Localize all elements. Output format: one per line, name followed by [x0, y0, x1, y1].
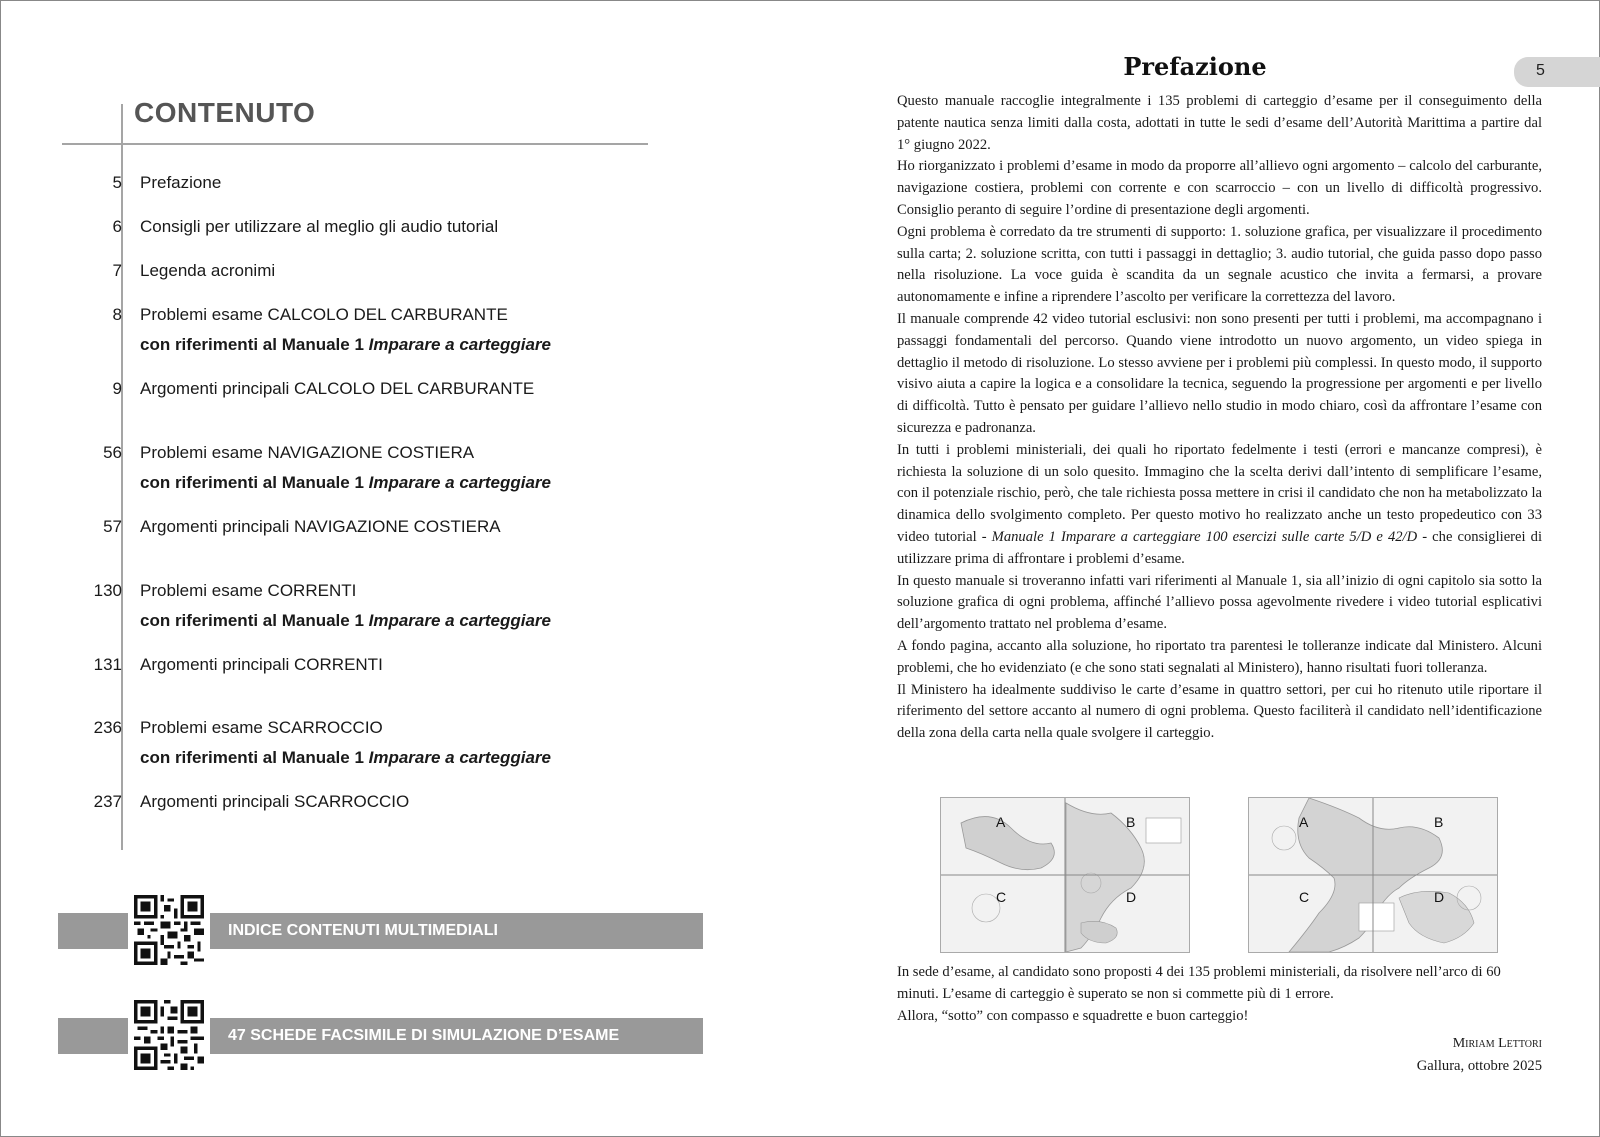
toc-entry-text: Problemi esame CALCOLO DEL CARBURANTE [140, 305, 508, 324]
qr-code-icon[interactable] [128, 997, 210, 1073]
toc-page-number: 57 [103, 517, 122, 536]
toc-entry-text: Legenda acronimi [140, 261, 276, 280]
toc-page-number: 236 [93, 718, 122, 737]
sector-label-d: D [1434, 889, 1445, 905]
toc-entry-text: Problemi esame SCARROCCIO [140, 718, 383, 737]
page-number-badge [1514, 57, 1600, 87]
toc-page-number: 8 [112, 305, 122, 324]
exam-sheets-label[interactable]: 47 SCHEDE FACSIMILE DI SIMULAZIONE D’ESAME [228, 1027, 620, 1044]
preface-paragraph: In sede d’esame, al candidato sono proposti 4 dei 135 problemi ministeriali, da risolvere nell’arco di 60 minuti. L’esame di carteggio è superato se non si commette più di 1 errore. [897, 964, 1501, 1002]
qr-code-icon[interactable] [128, 892, 210, 968]
sector-label-c: C [996, 889, 1007, 905]
toc-vertical-rule [121, 104, 123, 850]
toc-entry-text: Argomenti principali SCARROCCIO [140, 792, 410, 811]
sector-label-a: A [1299, 814, 1309, 830]
toc-page-number: 131 [93, 655, 122, 674]
chart-sectors-image-right [1248, 797, 1498, 953]
toc-entry-subtitle: con riferimenti al Manuale 1 Imparare a carteggiare [140, 335, 552, 354]
toc-page-number: 9 [112, 379, 122, 398]
preface-paragraph: Ogni problema è corredato da tre strumenti di supporto: 1. soluzione grafica, per visualizzare il procedimento sulla carta; 2. soluzione scritta, con tutti i passaggi in dettaglio; 3. audio tutorial, che guida passo dopo passo nella risoluzione. La voce guida è scandita da un segnale acustico che invita a fermarsi, a provare autonomamente e infine a riprendere l’ascolto per verificare la correttezza del lavoro. [897, 223, 1542, 306]
toc-page-number: 6 [112, 217, 122, 236]
preface-paragraph: Allora, “sotto” con compasso e squadrette e buon carteggio! [897, 1007, 1249, 1024]
toc-entry-subtitle: con riferimenti al Manuale 1 Imparare a carteggiare [140, 748, 552, 767]
author-name: Miriam Lettori [1452, 1036, 1542, 1051]
toc-horizontal-rule [62, 143, 648, 145]
sector-label-d: D [1126, 889, 1137, 905]
toc-entry-text: Argomenti principali CORRENTI [140, 655, 383, 674]
sector-label-a: A [996, 814, 1006, 830]
sector-label-b: B [1434, 814, 1444, 830]
toc-title: CONTENUTO [134, 97, 316, 128]
preface-paragraph: Il manuale comprende 42 video tutorial esclusivi: non sono presenti per tutti i problemi, ma accompagnano i passaggi fondamentali del percorso. Quando viene introdotto un nuovo argomento, un video spiega in dettaglio il metodo di risoluzione. Lo stesso avviene per i problemi più complessi. In questo modo, il supporto visivo aiuta a capire la logica e a consolidare la tecnica, seguendo la progressione per argomenti e per livello di difficoltà. Tutto è pensato per guidare l’allievo nello studio in modo chiaro, così da affrontare l’esame con sicurezza e padronanza. [897, 310, 1542, 436]
toc-entry-text: Problemi esame NAVIGAZIONE COSTIERA [140, 443, 475, 462]
preface-paragraph: Il Ministero ha idealmente suddiviso le carte d’esame in quattro settori, per cui ho ritenuto utile riportare il riferimento del settore accanto al numero di ogni problema. Questo faciliterà il candidato nell’identificazione della zona della carta nella quale svolgere il carteggio. [897, 681, 1542, 742]
preface-paragraph: Questo manuale raccoglie integralmente i 135 problemi di carteggio d’esame per il conseguimento della patente nautica senza limiti dalla costa, adottati in tutte le sedi d’esame dell’Autorità Marittima a partire dal 1° giugno 2022. [897, 93, 1542, 153]
preface-paragraph: A fondo pagina, accanto alla soluzione, ho riportato tra parentesi le tolleranze indicate dal Ministero. Alcuni problemi, che ho evidenziato (e che sono stati segnalati al Ministero), hanno risultati fuori tolleranza. [897, 637, 1542, 676]
preface-paragraph: Ho riorganizzato i problemi d’esame in modo da proporre all’allievo ogni argomento – calcolo del carburante, navigazione costiera, problemi con corrente e con scarroccio – con un livello di difficoltà progressivo. Consiglio peranto di seguire l’ordine di presentazione degli argomenti. [897, 158, 1542, 218]
preface-paragraph: In questo manuale si troveranno infatti vari riferimenti al Manuale 1, sia all’inizio di ogni capitolo sia sotto la soluzione grafica di ogni problema, affinché l’allievo possa agevolmente rivedere i video tutorial esplicativi dell’argomento trattato nel problema d’esame. [897, 572, 1542, 633]
multimedia-index-label[interactable]: INDICE CONTENUTI MULTIMEDIALI [228, 922, 498, 939]
place-date: Gallura, ottobre 2025 [1416, 1058, 1542, 1074]
toc-page-number: 5 [112, 173, 122, 192]
page-number: 5 [1536, 62, 1545, 79]
toc-entry-text: Argomenti principali CALCOLO DEL CARBURANTE [140, 379, 535, 398]
preface-paragraph: In tutti i problemi ministeriali, dei quali ho riportato fedelmente i testi (errori e mancanze compresi), è richiesta la soluzione di un solo quesito. Immagino che la scelta derivi dall’intento di semplificare l’esame, con il potenziale rischio, però, che tale richiesta possa mettere in crisi il candidato che non ha metabolizzato la dinamica dello svolgimento completo. Per questo motivo ho realizzato anche un testo propedeutico con 33 video tutorial - Manuale 1 Imparare a carteggiare 100 esercizi sulle carte 5/D e 42/D - che consiglierei di utilizzare prima di affrontare i problemi d’esame. [897, 441, 1543, 567]
sector-label-b: B [1126, 814, 1136, 830]
toc-page-number: 7 [112, 261, 122, 280]
toc-entry-text: Consigli per utilizzare al meglio gli audio tutorial [140, 217, 499, 236]
preface-title: Prefazione [1123, 52, 1267, 81]
preface-closing [897, 962, 1542, 1027]
toc-page-number: 130 [93, 581, 122, 600]
preface-body [897, 91, 1542, 745]
toc-entry-text: Prefazione [140, 173, 222, 192]
toc-entry-text: Argomenti principali NAVIGAZIONE COSTIERA [140, 517, 501, 536]
chart-sectors-image-left [940, 797, 1190, 953]
toc-entry-text: Problemi esame CORRENTI [140, 581, 357, 600]
toc-entry-subtitle: con riferimenti al Manuale 1 Imparare a carteggiare [140, 473, 552, 492]
sector-label-c: C [1299, 889, 1310, 905]
toc-page-number: 237 [93, 792, 122, 811]
toc-entry-subtitle: con riferimenti al Manuale 1 Imparare a carteggiare [140, 611, 552, 630]
signature [1417, 1033, 1542, 1077]
toc-page-number: 56 [103, 443, 122, 462]
